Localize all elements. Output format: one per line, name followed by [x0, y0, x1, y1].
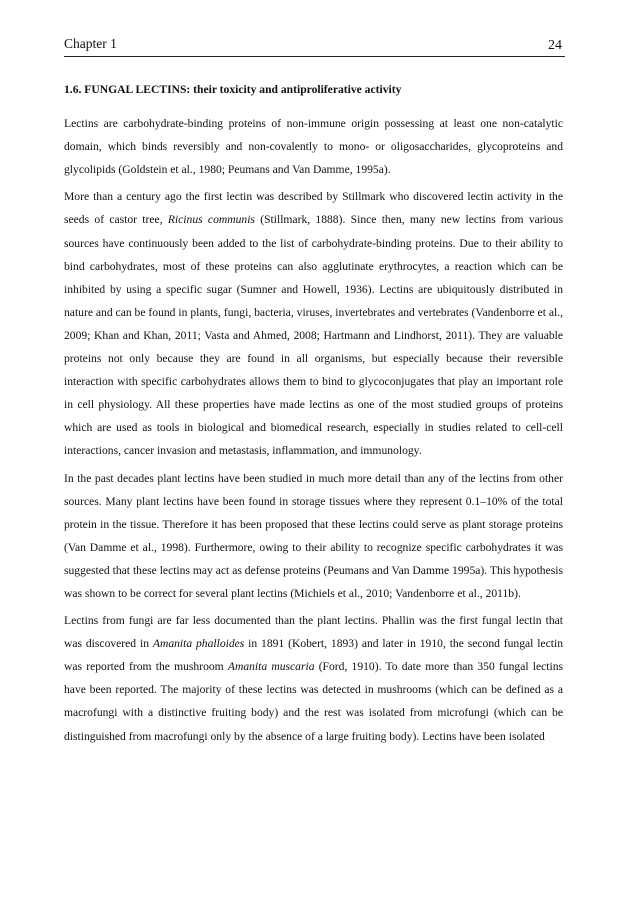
- paragraph-2: [64, 185, 563, 462]
- paragraph-4-text-c: in 1891 (Kobert, 1893) and later in 1910, the second fungal lectin was reported from the mushroom: [64, 637, 563, 674]
- chapter-label: Chapter 1: [64, 36, 117, 51]
- paragraph-4-text-e: (Ford, 1910). To date more than 350 fungal lectins have been reported. The majority of these lectins was detected in mushrooms (which can be defined as a macrofungi with a distinctive fruiting body) and the rest was isolated from microfungi (which can be distinguished from macrofungi only by the absence of a large fruiting body). Lectins have been isolated: [64, 660, 564, 743]
- section-heading: 1.6. FUNGAL LECTINS: their toxicity and antiproliferative activity: [64, 83, 402, 96]
- paragraph-3: In the past decades plant lectins have been studied in much more detail than any of the lectins from other sources. Many plant lectins have been found in storage tissues where they represent 0.1–10% of the total protein in the tissue. Therefore it has been proposed that these lectins could serve as plant storage proteins (Van Damme et al., 1998). Furthermore, owing to their ability to recognize specific carbohydrates it was suggested that these lectins may act as defense proteins (Peumans and Van Damme 1995a). This hypothesis was shown to be correct for several plant lectins (Michiels et al., 2010; Vandenborre et al., 2011b).: [64, 471, 563, 600]
- paragraph-1: Lectins are carbohydrate-binding proteins of non-immune origin possessing at least one non-catalytic domain, which binds reversibly and non-covalently to mono- or oligosaccharides, glycoproteins and glycolipids (Goldstein et al., 1980; Peumans and Van Damme, 1995a).: [64, 117, 563, 177]
- page-number: 24: [548, 38, 562, 53]
- paragraph-2-text-c: (Stillmark, 1888). Since then, many new lectins from various sources have continuously been added to the list of carbohydrate-binding proteins. Due to their ability to bind carbohydrates, most of these proteins can also agglutinate erythrocytes, a reaction which can be inhibited by using a specific sugar (Sumner and Howell, 1936). Lectins are ubiquitously distributed in nature and can be found in plants, fungi, bacteria, viruses, invertebrates and vertebrates (Vandenborre et al., 2009; Khan and Khan, 2011; Vasta and Ahmed, 2008; Hartmann and Lindhorst, 2011). They are valuable proteins not only because they are found in all organisms, but especially because their reversible interaction with specific carbohydrates allows them to bind to glycoconjugates that play an important role in cell physiology. All these properties have made lectins as one of the most studied groups of proteins which are used as tools in biological and biomedical research, especially in studies related to cell-cell interactions, cancer invasion and metastasis, inflammation, and immunology.: [64, 213, 563, 458]
- paragraph-4: [64, 609, 563, 748]
- species-name-muscaria: Amanita muscaria: [227, 660, 315, 674]
- species-name-ricinus: Ricinus communis: [167, 213, 255, 227]
- paragraph-4-text-a: Lectins from fungi are far less documented than the plant lectins. Phallin was the first fungal lectin that was discovered in: [64, 614, 563, 651]
- body-text: [64, 78, 563, 752]
- species-name-phalloides: Amanita phalloides: [152, 637, 245, 651]
- paragraph-2-text-a: More than a century ago the first lectin was described by Stillmark who discovered lectin activity in the seeds of castor tree,: [64, 190, 563, 227]
- running-header: [64, 36, 565, 57]
